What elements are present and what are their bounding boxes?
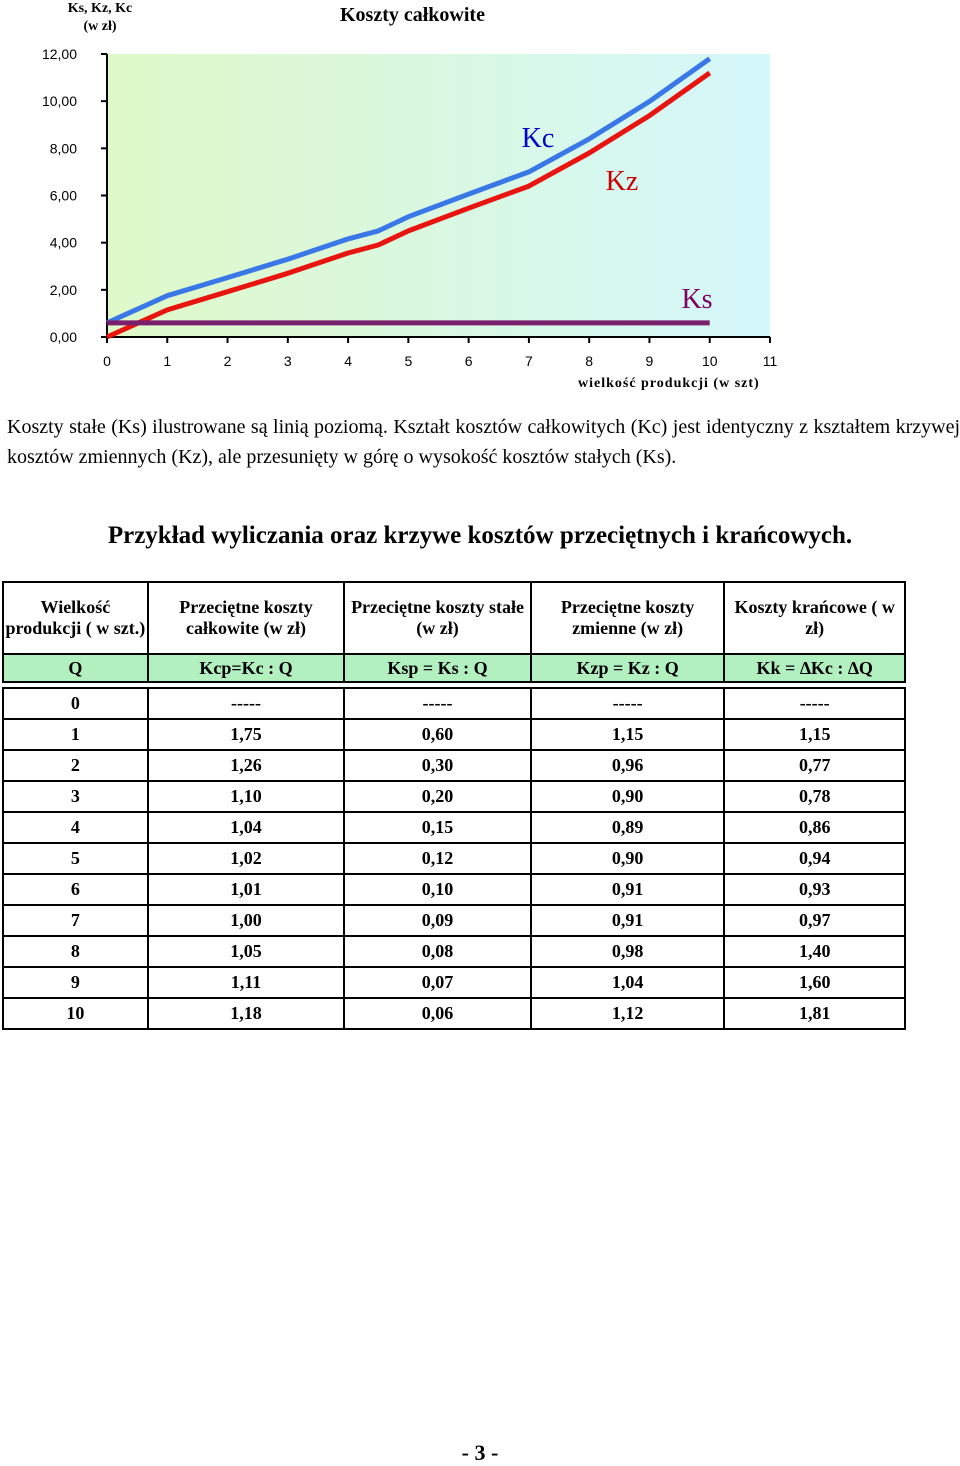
table-cell: 1,01 xyxy=(148,874,345,905)
table-header-row xyxy=(3,582,905,654)
table-cell: 0,94 xyxy=(724,843,905,874)
x-tick-label: 6 xyxy=(464,353,473,369)
table-cell: 1,10 xyxy=(148,781,345,812)
header-cell: Wielkość produkcji ( w szt.) xyxy=(3,582,148,654)
table-cell: 0,78 xyxy=(724,781,905,812)
table-cell: 0,08 xyxy=(344,936,531,967)
costs-table xyxy=(2,581,906,1030)
table-cell: 1,60 xyxy=(724,967,905,998)
x-tick-label: 3 xyxy=(283,353,292,369)
y-tick-label: 12,00 xyxy=(41,46,77,62)
header-cell: Przeciętne koszty stałe (w zł) xyxy=(344,582,531,654)
table-cell: 1,26 xyxy=(148,750,345,781)
table-cell: 0,60 xyxy=(344,719,531,750)
table-cell: 1,15 xyxy=(724,719,905,750)
formula-cell: Kzp = Kz : Q xyxy=(531,654,725,682)
table-row xyxy=(3,998,905,1029)
table-cell: 0 xyxy=(3,688,148,719)
table-cell: 0,07 xyxy=(344,967,531,998)
page-number: - 3 - xyxy=(461,1440,499,1465)
table-cell: ----- xyxy=(344,688,531,719)
table-cell: 1,05 xyxy=(148,936,345,967)
table-cell: 0,30 xyxy=(344,750,531,781)
header-cell: Koszty krańcowe ( w zł) xyxy=(724,582,905,654)
table-cell: 7 xyxy=(3,905,148,936)
table-cell: 0,89 xyxy=(531,812,725,843)
table-row xyxy=(3,936,905,967)
table-cell: 0,77 xyxy=(724,750,905,781)
table-cell: 0,97 xyxy=(724,905,905,936)
x-tick-label: 5 xyxy=(404,353,413,369)
table-cell: ----- xyxy=(531,688,725,719)
y-tick-label: 8,00 xyxy=(49,140,77,157)
y-tick-label: 6,00 xyxy=(49,187,77,204)
table-cell: 1 xyxy=(3,719,148,750)
table-cell: 0,10 xyxy=(344,874,531,905)
table-cell: 1,15 xyxy=(531,719,725,750)
table-cell: 9 xyxy=(3,967,148,998)
table-cell: 0,15 xyxy=(344,812,531,843)
table-cell: 1,04 xyxy=(148,812,345,843)
x-tick-label: 8 xyxy=(585,353,594,369)
formula-cell: Kk = ∆Kc : ∆Q xyxy=(724,654,905,682)
plot-area xyxy=(107,54,770,337)
x-tick-label: 10 xyxy=(701,353,718,369)
table-cell: 0,12 xyxy=(344,843,531,874)
table-cell: ----- xyxy=(724,688,905,719)
table-row xyxy=(3,719,905,750)
table-cell: 1,18 xyxy=(148,998,345,1029)
table-cell: 5 xyxy=(3,843,148,874)
table-cell: 0,93 xyxy=(724,874,905,905)
y-tick-label: 10,00 xyxy=(41,93,77,110)
table-cell: 1,04 xyxy=(531,967,725,998)
table-row xyxy=(3,874,905,905)
table-cell: 0,09 xyxy=(344,905,531,936)
formula-cell: Ksp = Ks : Q xyxy=(344,654,531,682)
table-cell: 1,00 xyxy=(148,905,345,936)
table-formula-row xyxy=(3,654,905,682)
table-cell: 2 xyxy=(3,750,148,781)
table-row xyxy=(3,967,905,998)
chart-title: Koszty całkowite xyxy=(340,4,485,26)
x-tick-label: 0 xyxy=(103,353,111,369)
table-cell: 1,81 xyxy=(724,998,905,1029)
table-cell: 4 xyxy=(3,812,148,843)
table-cell: 1,12 xyxy=(531,998,725,1029)
table-cell: 1,75 xyxy=(148,719,345,750)
x-tick-label: 4 xyxy=(344,353,352,369)
y-tick-label: 2,00 xyxy=(49,281,77,298)
x-tick-label: 2 xyxy=(223,353,232,369)
table-cell: 0,06 xyxy=(344,998,531,1029)
table-cell: 3 xyxy=(3,781,148,812)
table-cell: 1,02 xyxy=(148,843,345,874)
table-cell: 0,86 xyxy=(724,812,905,843)
x-tick-label: 11 xyxy=(762,353,778,369)
formula-cell: Kcp=Kc : Q xyxy=(148,654,345,682)
table-cell: 10 xyxy=(3,998,148,1029)
section-heading: Przykład wyliczania oraz krzywe kosztów przeciętnych i krańcowych. xyxy=(107,522,853,549)
x-tick-label: 9 xyxy=(645,353,654,369)
table-cell: ----- xyxy=(148,688,345,719)
series-label: Kc xyxy=(521,123,555,154)
table-cell: 0,91 xyxy=(531,905,725,936)
header-cell: Przeciętne koszty całkowite (w zł) xyxy=(148,582,345,654)
series-label: Kz xyxy=(605,166,639,197)
header-cell: Przeciętne koszty zmienne (w zł) xyxy=(531,582,725,654)
table-row xyxy=(3,750,905,781)
table-row xyxy=(3,905,905,936)
x-tick-labels xyxy=(103,337,777,369)
total-costs-chart xyxy=(0,0,960,400)
table-cell: 1,11 xyxy=(148,967,345,998)
table-row xyxy=(3,688,905,719)
y-tick-label: 4,00 xyxy=(49,234,77,251)
explanation-paragraph: Koszty stałe (Ks) ilustrowane są linią poziomą. Kształt kosztów całkowitych (Kc) jest identyczny z kształtem krzywej kosztów zmiennych (Kz), ale przesunięty w górę o wysokość kosztów stałych (Ks). xyxy=(7,416,960,468)
y-axis-title-unit: (w zł) xyxy=(83,19,117,34)
y-tick-labels xyxy=(42,46,107,345)
table-cell: 6 xyxy=(3,874,148,905)
table-cell: 0,90 xyxy=(531,843,725,874)
table-cell: 0,96 xyxy=(531,750,725,781)
table-cell: 1,40 xyxy=(724,936,905,967)
table-cell: 8 xyxy=(3,936,148,967)
x-axis-title: wielkość produkcji (w szt) xyxy=(578,376,760,391)
table-row xyxy=(3,781,905,812)
table-row xyxy=(3,843,905,874)
table-row xyxy=(3,812,905,843)
y-axis-title xyxy=(50,0,150,36)
y-axis-title-line: Ks, Kz, Kc xyxy=(67,1,133,16)
formula-cell: Q xyxy=(3,654,148,682)
x-tick-label: 7 xyxy=(525,353,533,369)
y-tick-label: 0,00 xyxy=(49,329,77,345)
series-label: Ks xyxy=(681,284,713,315)
x-tick-label: 1 xyxy=(163,353,172,369)
table-cell: 0,98 xyxy=(531,936,725,967)
table-cell: 0,90 xyxy=(531,781,725,812)
table-cell: 0,91 xyxy=(531,874,725,905)
table-cell: 0,20 xyxy=(344,781,531,812)
